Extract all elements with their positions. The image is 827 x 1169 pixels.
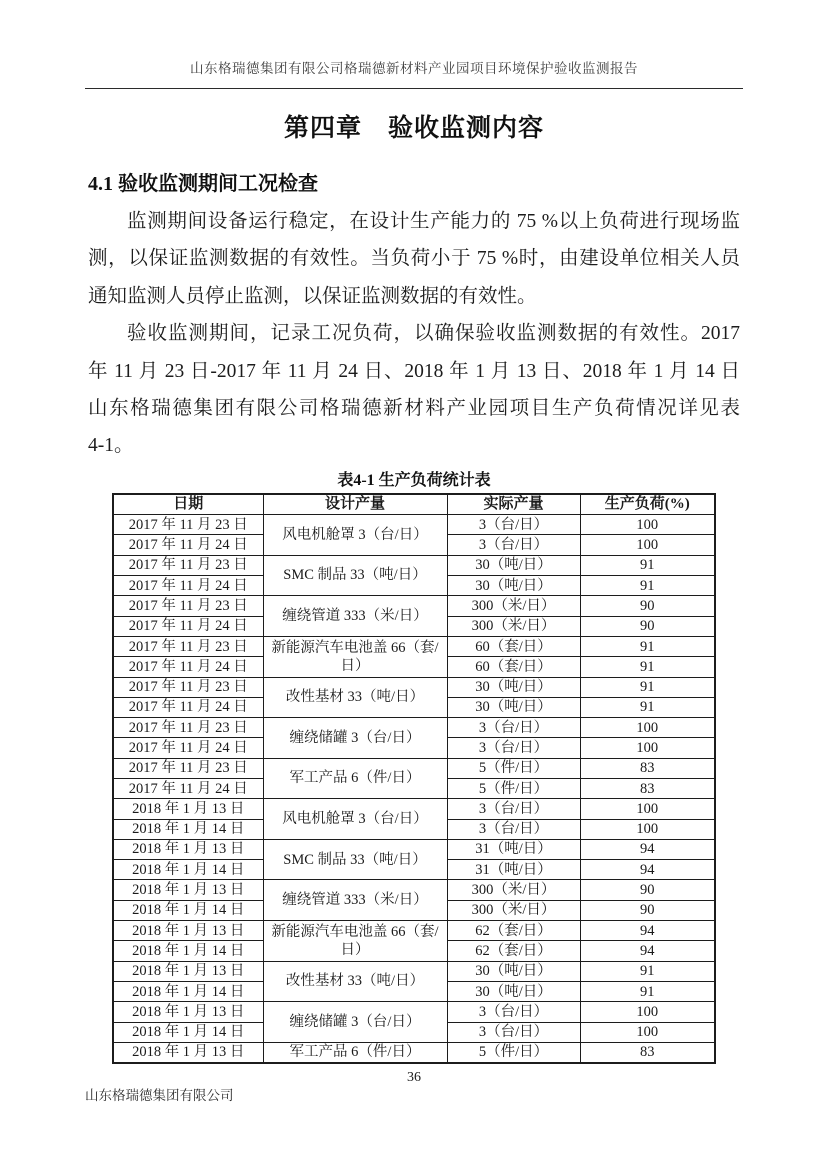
column-header: 生产负荷(%)	[580, 494, 715, 515]
actual-output-cell: 62（套/日）	[447, 921, 580, 941]
actual-output-cell: 30（吨/日）	[447, 961, 580, 981]
design-output-cell: 缠绕储罐 3（台/日）	[263, 718, 447, 759]
actual-output-cell: 62（套/日）	[447, 941, 580, 961]
date-cell: 2018 年 1 月 13 日	[113, 1002, 263, 1022]
actual-output-cell: 3（台/日）	[447, 819, 580, 839]
date-cell: 2018 年 1 月 14 日	[113, 860, 263, 880]
date-cell: 2018 年 1 月 13 日	[113, 880, 263, 900]
design-output-cell: SMC 制品 33（吨/日）	[263, 555, 447, 596]
date-cell: 2018 年 1 月 14 日	[113, 941, 263, 961]
load-percent-cell: 90	[580, 616, 715, 636]
load-percent-cell: 100	[580, 819, 715, 839]
date-cell: 2017 年 11 月 23 日	[113, 677, 263, 697]
table-row	[113, 515, 715, 535]
table-row	[113, 921, 715, 941]
date-cell: 2017 年 11 月 24 日	[113, 738, 263, 758]
column-header: 日期	[113, 494, 263, 515]
design-output-cell: 缠绕管道 333（米/日）	[263, 596, 447, 637]
design-output-cell: SMC 制品 33（吨/日）	[263, 839, 447, 880]
column-header: 设计产量	[263, 494, 447, 515]
design-output-cell: 缠绕储罐 3（台/日）	[263, 1002, 447, 1043]
actual-output-cell: 3（台/日）	[447, 1022, 580, 1042]
table-row	[113, 880, 715, 900]
date-cell: 2018 年 1 月 13 日	[113, 921, 263, 941]
design-output-cell: 新能源汽车电池盖 66（套/日）	[263, 636, 447, 677]
load-percent-cell: 91	[580, 636, 715, 656]
body-paragraphs	[88, 203, 740, 465]
paragraph-line: 测，以保证监测数据的有效性。当负荷小于 75 %时，由建设单位相关人员	[88, 248, 740, 270]
table-row	[113, 636, 715, 656]
load-percent-cell: 100	[580, 738, 715, 758]
load-percent-cell: 91	[580, 555, 715, 575]
actual-output-cell: 300（米/日）	[447, 880, 580, 900]
load-percent-cell: 91	[580, 677, 715, 697]
design-output-cell: 改性基材 33（吨/日）	[263, 961, 447, 1002]
paragraph-line: 4-1。	[88, 435, 134, 457]
page-number: 36	[407, 1070, 421, 1086]
actual-output-cell: 30（吨/日）	[447, 555, 580, 575]
date-cell: 2017 年 11 月 24 日	[113, 779, 263, 799]
load-percent-cell: 100	[580, 1022, 715, 1042]
load-percent-cell: 91	[580, 576, 715, 596]
actual-output-cell: 300（米/日）	[447, 900, 580, 920]
load-percent-cell: 83	[580, 779, 715, 799]
load-percent-cell: 94	[580, 921, 715, 941]
paragraph-line: 验收监测期间，记录工况负荷，以确保验收监测数据的有效性。2017	[127, 323, 740, 345]
table-row	[113, 596, 715, 616]
design-output-cell: 缠绕管道 333（米/日）	[263, 880, 447, 921]
running-header: 山东格瑞德集团有限公司格瑞德新材料产业园项目环境保护验收监测报告	[190, 61, 638, 76]
load-percent-cell: 91	[580, 981, 715, 1001]
load-percent-cell: 94	[580, 860, 715, 880]
table-row	[113, 758, 715, 778]
load-percent-cell: 100	[580, 515, 715, 535]
actual-output-cell: 60（套/日）	[447, 636, 580, 656]
table-row	[113, 961, 715, 981]
table-row	[113, 1042, 715, 1063]
date-cell: 2017 年 11 月 23 日	[113, 555, 263, 575]
date-cell: 2017 年 11 月 23 日	[113, 758, 263, 778]
load-percent-cell: 100	[580, 1002, 715, 1022]
load-percent-cell: 91	[580, 961, 715, 981]
paragraph-line: 山东格瑞德集团有限公司格瑞德新材料产业园项目生产负荷情况详见表	[88, 398, 740, 420]
date-cell: 2017 年 11 月 23 日	[113, 636, 263, 656]
actual-output-cell: 300（米/日）	[447, 616, 580, 636]
paragraph-line: 通知监测人员停止监测，以保证监测数据的有效性。	[88, 285, 537, 307]
actual-output-cell: 3（台/日）	[447, 718, 580, 738]
actual-output-cell: 5（件/日）	[447, 758, 580, 778]
footer-company: 山东格瑞德集团有限公司	[85, 1088, 234, 1104]
date-cell: 2018 年 1 月 13 日	[113, 1042, 263, 1063]
date-cell: 2017 年 11 月 23 日	[113, 515, 263, 535]
actual-output-cell: 31（吨/日）	[447, 839, 580, 859]
actual-output-cell: 3（台/日）	[447, 535, 580, 555]
actual-output-cell: 31（吨/日）	[447, 860, 580, 880]
design-output-cell: 风电机舱罩 3（台/日）	[263, 799, 447, 840]
date-cell: 2017 年 11 月 24 日	[113, 535, 263, 555]
date-cell: 2018 年 1 月 14 日	[113, 981, 263, 1001]
load-table-body	[113, 515, 715, 1064]
table-row	[113, 718, 715, 738]
date-cell: 2017 年 11 月 24 日	[113, 697, 263, 717]
date-cell: 2017 年 11 月 23 日	[113, 718, 263, 738]
actual-output-cell: 3（台/日）	[447, 515, 580, 535]
actual-output-cell: 30（吨/日）	[447, 677, 580, 697]
actual-output-cell: 5（件/日）	[447, 779, 580, 799]
table-row	[113, 677, 715, 697]
date-cell: 2018 年 1 月 14 日	[113, 1022, 263, 1042]
design-output-cell: 风电机舱罩 3（台/日）	[263, 515, 447, 556]
actual-output-cell: 30（吨/日）	[447, 697, 580, 717]
load-percent-cell: 100	[580, 799, 715, 819]
load-percent-cell: 100	[580, 718, 715, 738]
table-row	[113, 1002, 715, 1022]
paragraph-line: 监测期间设备运行稳定，在设计生产能力的 75 %以上负荷进行现场监	[127, 211, 740, 232]
load-percent-cell: 100	[580, 535, 715, 555]
date-cell: 2017 年 11 月 24 日	[113, 576, 263, 596]
load-percent-cell: 83	[580, 1042, 715, 1063]
date-cell: 2018 年 1 月 14 日	[113, 819, 263, 839]
load-percent-cell: 83	[580, 758, 715, 778]
actual-output-cell: 3（台/日）	[447, 1002, 580, 1022]
load-percent-cell: 90	[580, 880, 715, 900]
actual-output-cell: 300（米/日）	[447, 596, 580, 616]
load-percent-cell: 91	[580, 657, 715, 677]
design-output-cell: 军工产品 6（件/日）	[263, 1042, 447, 1063]
date-cell: 2017 年 11 月 23 日	[113, 596, 263, 616]
design-output-cell: 新能源汽车电池盖 66（套/日）	[263, 921, 447, 962]
load-percent-cell: 91	[580, 697, 715, 717]
actual-output-cell: 5（件/日）	[447, 1042, 580, 1063]
paragraph-line: 年 11 月 23 日-2017 年 11 月 24 日、2018 年 1 月 13 日、2018 年 1 月 14 日	[88, 360, 740, 382]
actual-output-cell: 60（套/日）	[447, 657, 580, 677]
section-heading: 4.1 验收监测期间工况检查	[88, 173, 318, 195]
paragraph	[88, 203, 740, 315]
table-row	[113, 555, 715, 575]
chapter-title: 第四章 验收监测内容	[283, 115, 544, 142]
column-header: 实际产量	[447, 494, 580, 515]
date-cell: 2018 年 1 月 13 日	[113, 799, 263, 819]
date-cell: 2018 年 1 月 14 日	[113, 900, 263, 920]
header-rule	[85, 88, 743, 89]
actual-output-cell: 30（吨/日）	[447, 981, 580, 1001]
table-row	[113, 839, 715, 859]
paragraph	[88, 315, 740, 465]
table-header-row	[113, 494, 715, 515]
table-row	[113, 799, 715, 819]
date-cell: 2017 年 11 月 24 日	[113, 657, 263, 677]
actual-output-cell: 3（台/日）	[447, 799, 580, 819]
load-percent-cell: 94	[580, 839, 715, 859]
load-percent-cell: 90	[580, 596, 715, 616]
date-cell: 2018 年 1 月 13 日	[113, 961, 263, 981]
production-load-table	[112, 493, 716, 1064]
design-output-cell: 改性基材 33（吨/日）	[263, 677, 447, 718]
design-output-cell: 军工产品 6（件/日）	[263, 758, 447, 799]
table-caption: 表4-1 生产负荷统计表	[337, 471, 491, 489]
actual-output-cell: 3（台/日）	[447, 738, 580, 758]
date-cell: 2018 年 1 月 13 日	[113, 839, 263, 859]
date-cell: 2017 年 11 月 24 日	[113, 616, 263, 636]
load-percent-cell: 90	[580, 900, 715, 920]
actual-output-cell: 30（吨/日）	[447, 576, 580, 596]
load-percent-cell: 94	[580, 941, 715, 961]
